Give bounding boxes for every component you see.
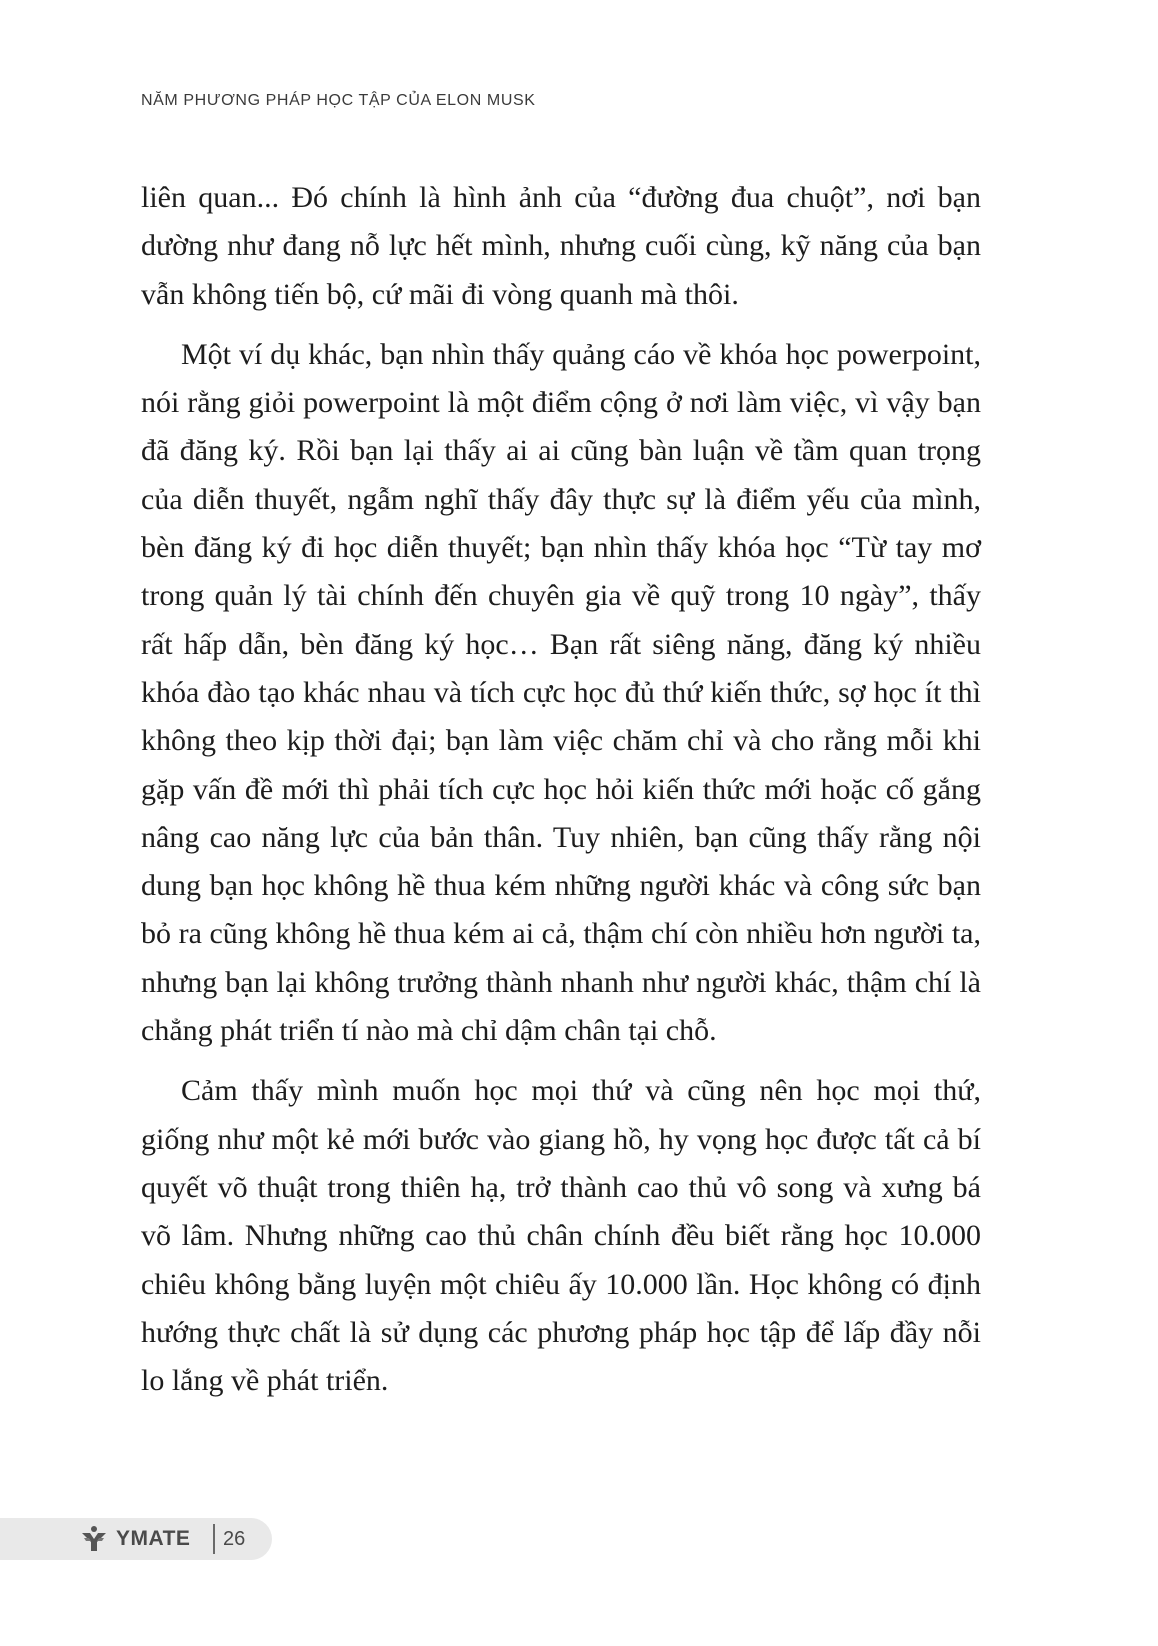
paragraph: liên quan... Đó chính là hình ảnh của “đường đua chuột”, nơi bạn dường như đang nỗ lực hết mình, nhưng cuối cùng, kỹ năng của bạn vẫn không tiến bộ, cứ mãi đi vòng quanh mà thôi. (141, 181, 981, 311)
paragraph: Một ví dụ khác, bạn nhìn thấy quảng cáo về khóa học powerpoint, nói rằng giỏi powerpoint là một điểm cộng ở nơi làm việc, vì vậy bạn đã đăng ký. Rồi bạn lại thấy ai ai cũng bàn luận về tầm quan trọng của diễn thuyết, ngẫm nghĩ thấy đây thực sự là điểm yếu của mình, bèn đăng ký đi học diễn thuyết; bạn nhìn thấy khóa học “Từ tay mơ trong quản lý tài chính đến chuyên gia về quỹ trong 10 ngày”, thấy rất hấp dẫn, bèn đăng ký học… Bạn rất siêng năng, đăng ký nhiều khóa đào tạo khác nhau và tích cực học đủ thứ kiến thức, sợ học ít thì không theo kịp thời đại; bạn làm việc chăm chỉ và cho rằng mỗi khi gặp vấn đề mới thì phải tích cực học hỏi kiến thức mới hoặc cố gắng nâng cao năng lực của bản thân. Tuy nhiên, bạn cũng thấy rằng nội dung bạn học không hề thua kém những người khác và công sức bạn bỏ ra cũng không hề thua kém ai cả, thậm chí còn nhiều hơn người ta, nhưng bạn lại không trưởng thành nhanh như người khác, thậm chí là chẳng phát triển tí nào mà chỉ dậm chân tại chỗ. (141, 337, 981, 1048)
paragraph: Cảm thấy mình muốn học mọi thứ và cũng nên học mọi thứ, giống như một kẻ mới bước vào giang hồ, hy vọng học được tất cả bí quyết võ thuật trong thiên hạ, trở thành cao thủ vô song và xưng bá võ lâm. Nhưng những cao thủ chân chính đều biết rằng học 10.000 chiêu không bằng luyện một chiêu ấy 10.000 lần. Học không có định hướng thực chất là sử dụng các phương pháp học tập để lấp đầy nỗi lo lắng về phát triển. (141, 1074, 981, 1398)
page-body (141, 174, 981, 1405)
footer-brand: YMATE (116, 1527, 191, 1550)
footer-divider (213, 1524, 215, 1554)
ymate-logo-icon (80, 1525, 108, 1553)
running-header: NĂM PHƯƠNG PHÁP HỌC TẬP CỦA ELON MUSK (141, 92, 536, 109)
page-number: 26 (223, 1528, 246, 1550)
